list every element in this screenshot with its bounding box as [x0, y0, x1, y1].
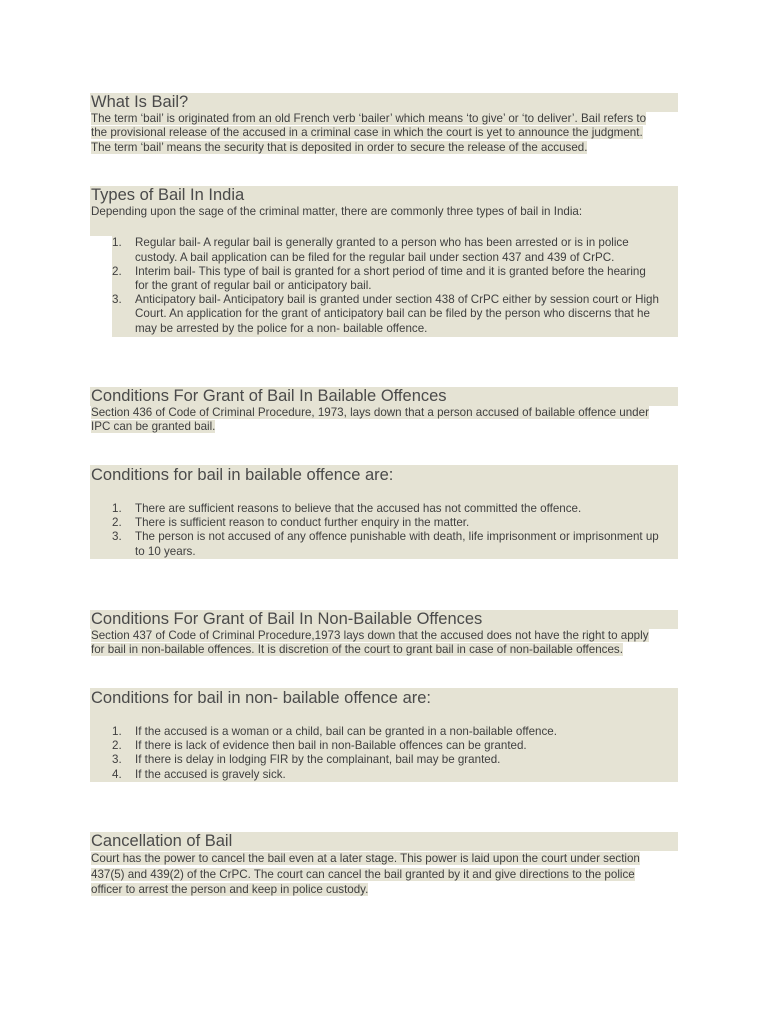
- list-item: 3. If there is delay in lodging FIR by the complainant, bail may be granted.: [112, 753, 501, 767]
- list-bailable-conditions: [90, 502, 678, 559]
- heading-cancellation: Cancellation of Bail: [90, 832, 678, 851]
- list-item: 1. If the accused is a woman or a child, bail can be granted in a non-bailable offence.: [112, 725, 557, 738]
- text-line: 437(5) and 439(2) of the CrPC. The court can cancel the bail granted by it and give directions to the police: [91, 867, 635, 881]
- section-cancellation: [90, 832, 678, 898]
- list-item: 1. There are sufficient reasons to believe that the accused has not committed the offence.: [112, 502, 582, 515]
- heading-what-is-bail: What Is Bail?: [90, 93, 678, 112]
- text-line: Section 436 of Code of Criminal Procedure, 1973, lays down that a person accused of bailable offence under: [91, 406, 649, 419]
- section-types-of-bail: [90, 186, 678, 337]
- text-line: the provisional release of the accused in a criminal case in which the court is yet to announce the judgment.: [91, 126, 643, 140]
- text-line: officer to arrest the person and keep in police custody.: [91, 883, 369, 897]
- section-nonbailable-conditions: [90, 688, 678, 782]
- paragraph-what-is-bail: [90, 112, 678, 155]
- paragraph-nonbailable-grant: [90, 629, 678, 658]
- paragraph-types-intro: [90, 205, 678, 236]
- heading-types-of-bail: Types of Bail In India: [90, 186, 678, 205]
- section-what-is-bail: [90, 93, 678, 155]
- list-item: 2. If there is lack of evidence then bail in non-Bailable offences can be granted.: [112, 739, 527, 753]
- text-line: Court has the power to cancel the bail even at a later stage. This power is laid upon the court under section: [91, 852, 640, 865]
- list-item: 1. Regular bail- A regular bail is generally granted to a person who has been arrested or is in police custody. A bail application can be filed for the regular bail under section 437 and 439 of CrPC.: [112, 236, 629, 264]
- heading-bailable-conditions: Conditions for bail in bailable offence are:: [91, 466, 394, 484]
- section-bailable-grant: [90, 387, 678, 435]
- text-line: for bail in non-bailable offences. It is discretion of the court to grant bail in case of non-bailable offences.: [91, 643, 623, 657]
- list-item: 2. There is sufficient reason to conduct further enquiry in the matter.: [112, 516, 470, 530]
- heading-nonbailable-grant: Conditions For Grant of Bail In Non-Bailable Offences: [90, 610, 678, 629]
- list-item: 3. Anticipatory bail- Anticipatory bail is granted under section 438 of CrPC either by session court or High Court. An application for the grant of anticipatory bail can be filed by the person who discerns that he may be arrested by the police for a non- bailable offence.: [112, 293, 659, 335]
- text-line: IPC can be granted bail.: [91, 420, 216, 434]
- text-line: The term ‘bail’ is originated from an old French verb ‘bailer’ which means ‘to give’ or ‘to deliver’. Bail refers to: [91, 112, 647, 125]
- heading-nonbailable-conditions: Conditions for bail in non- bailable offence are:: [91, 689, 431, 707]
- text-line: Depending upon the sage of the criminal matter, there are commonly three types of bail in India:: [91, 205, 583, 218]
- text-line: Section 437 of Code of Criminal Procedure,1973 lays down that the accused does not have the right to apply: [91, 629, 649, 642]
- section-nonbailable-grant: [90, 610, 678, 658]
- text-line: The term ‘bail’ means the security that is deposited in order to secure the release of the accused.: [91, 140, 588, 154]
- paragraph-bailable-grant: [90, 406, 678, 435]
- paragraph-cancellation: [90, 851, 678, 898]
- list-item: 3. The person is not accused of any offence punishable with death, life imprisonment or imprisonment up to 10 years.: [112, 530, 659, 558]
- list-item: 2. Interim bail- This type of bail is granted for a short period of time and it is granted before the hearing for the grant of regular bail or anticipatory bail.: [112, 264, 646, 293]
- list-types-of-bail: [112, 236, 678, 336]
- list-item: 4. If the accused is gravely sick.: [112, 767, 286, 781]
- heading-bailable-grant: Conditions For Grant of Bail In Bailable Offences: [90, 387, 678, 406]
- list-nonbailable-conditions: [90, 725, 678, 782]
- section-bailable-conditions: [90, 465, 678, 559]
